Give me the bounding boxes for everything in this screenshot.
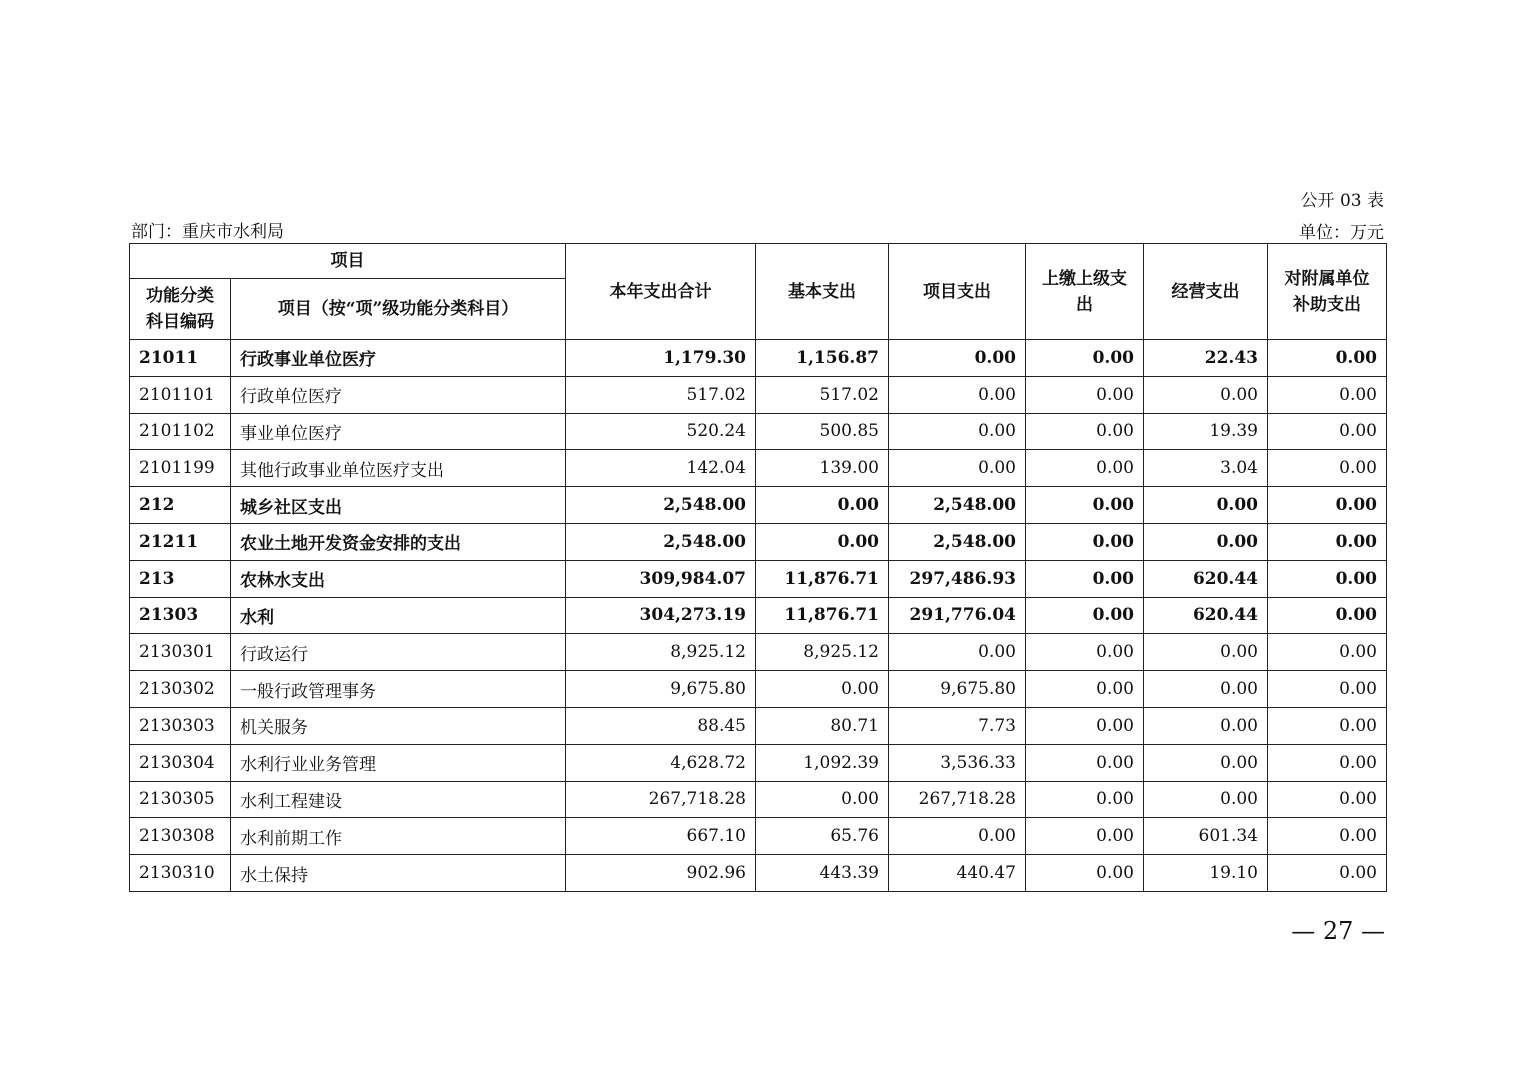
cell-name: 水利行业业务管理 [231,744,566,781]
cell-basic: 443.39 [756,855,889,892]
cell-name: 城乡社区支出 [231,487,566,524]
cell-basic: 80.71 [756,707,889,744]
cell-upper: 0.00 [1026,376,1144,413]
cell-code: 21011 [130,340,231,377]
table-row [130,523,1387,560]
cell-upper: 0.00 [1026,560,1144,597]
unit-label: 单位：万元 [1299,223,1384,243]
cell-code: 2130310 [130,855,231,892]
header-code: 功能分类科目编码 [130,279,231,340]
cell-total: 142.04 [566,450,756,487]
header-upper: 上缴上级支出 [1026,244,1144,340]
cell-code: 2130302 [130,671,231,708]
cell-name: 机关服务 [231,707,566,744]
cell-subsidy: 0.00 [1268,376,1387,413]
cell-subsidy: 0.00 [1268,560,1387,597]
cell-business: 0.00 [1144,744,1268,781]
table-row [130,560,1387,597]
cell-subsidy: 0.00 [1268,707,1387,744]
cell-project: 3,536.33 [889,744,1026,781]
cell-subsidy: 0.00 [1268,450,1387,487]
cell-project: 9,675.80 [889,671,1026,708]
cell-business: 0.00 [1144,671,1268,708]
header-basic: 基本支出 [756,244,889,340]
cell-name: 农林水支出 [231,560,566,597]
cell-project: 440.47 [889,855,1026,892]
table-row [130,597,1387,634]
cell-name: 水利工程建设 [231,781,566,818]
cell-name: 农业土地开发资金安排的支出 [231,523,566,560]
cell-subsidy: 0.00 [1268,597,1387,634]
cell-business: 22.43 [1144,340,1268,377]
cell-project: 0.00 [889,413,1026,450]
cell-name: 一般行政管理事务 [231,671,566,708]
expenditure-table [129,243,1387,892]
cell-name: 其他行政事业单位医疗支出 [231,450,566,487]
cell-project: 0.00 [889,818,1026,855]
cell-name: 水利 [231,597,566,634]
cell-code: 2130308 [130,818,231,855]
cell-code: 2130303 [130,707,231,744]
cell-name: 行政事业单位医疗 [231,340,566,377]
table-row [130,487,1387,524]
cell-basic: 1,092.39 [756,744,889,781]
header-subsidy: 对附属单位补助支出 [1268,244,1387,340]
department-label: 部门：重庆市水利局 [131,222,284,242]
cell-project: 267,718.28 [889,781,1026,818]
table-row [130,855,1387,892]
cell-name: 水利前期工作 [231,818,566,855]
table-row [130,818,1387,855]
cell-project: 7.73 [889,707,1026,744]
cell-business: 620.44 [1144,560,1268,597]
cell-name: 行政单位医疗 [231,376,566,413]
cell-subsidy: 0.00 [1268,340,1387,377]
cell-project: 291,776.04 [889,597,1026,634]
cell-basic: 500.85 [756,413,889,450]
cell-upper: 0.00 [1026,413,1144,450]
cell-basic: 0.00 [756,671,889,708]
cell-subsidy: 0.00 [1268,781,1387,818]
cell-business: 0.00 [1144,781,1268,818]
cell-total: 9,675.80 [566,671,756,708]
cell-subsidy: 0.00 [1268,855,1387,892]
cell-name: 水土保持 [231,855,566,892]
cell-total: 304,273.19 [566,597,756,634]
cell-business: 0.00 [1144,376,1268,413]
cell-business: 0.00 [1144,487,1268,524]
table-body [130,340,1387,892]
table-row [130,634,1387,671]
cell-business: 19.39 [1144,413,1268,450]
header-total: 本年支出合计 [566,244,756,340]
cell-project: 2,548.00 [889,523,1026,560]
cell-basic: 8,925.12 [756,634,889,671]
cell-upper: 0.00 [1026,818,1144,855]
cell-code: 2101101 [130,376,231,413]
cell-basic: 11,876.71 [756,597,889,634]
cell-basic: 517.02 [756,376,889,413]
cell-code: 212 [130,487,231,524]
cell-total: 2,548.00 [566,523,756,560]
cell-project: 0.00 [889,340,1026,377]
table-row [130,744,1387,781]
cell-basic: 0.00 [756,781,889,818]
cell-subsidy: 0.00 [1268,634,1387,671]
header-project: 项目支出 [889,244,1026,340]
cell-business: 620.44 [1144,597,1268,634]
cell-upper: 0.00 [1026,707,1144,744]
cell-subsidy: 0.00 [1268,413,1387,450]
cell-code: 2130301 [130,634,231,671]
cell-project: 0.00 [889,450,1026,487]
cell-basic: 1,156.87 [756,340,889,377]
cell-total: 902.96 [566,855,756,892]
cell-business: 0.00 [1144,707,1268,744]
cell-code: 2130304 [130,744,231,781]
cell-upper: 0.00 [1026,487,1144,524]
cell-code: 213 [130,560,231,597]
header-project-group: 项目 [130,244,566,279]
table-row [130,707,1387,744]
cell-project: 0.00 [889,634,1026,671]
cell-upper: 0.00 [1026,597,1144,634]
cell-upper: 0.00 [1026,450,1144,487]
cell-upper: 0.00 [1026,523,1144,560]
header-name: 项目（按“项”级功能分类科目） [231,279,566,340]
cell-code: 21211 [130,523,231,560]
cell-business: 0.00 [1144,523,1268,560]
header-business: 经营支出 [1144,244,1268,340]
table-row [130,413,1387,450]
cell-basic: 11,876.71 [756,560,889,597]
cell-subsidy: 0.00 [1268,487,1387,524]
table-row [130,376,1387,413]
cell-upper: 0.00 [1026,744,1144,781]
cell-code: 21303 [130,597,231,634]
cell-upper: 0.00 [1026,855,1144,892]
table-row [130,450,1387,487]
cell-total: 267,718.28 [566,781,756,818]
cell-business: 19.10 [1144,855,1268,892]
cell-total: 667.10 [566,818,756,855]
cell-basic: 139.00 [756,450,889,487]
form-number: 公开 03 表 [1300,191,1384,211]
cell-total: 88.45 [566,707,756,744]
cell-project: 297,486.93 [889,560,1026,597]
cell-subsidy: 0.00 [1268,818,1387,855]
cell-basic: 65.76 [756,818,889,855]
cell-name: 事业单位医疗 [231,413,566,450]
cell-total: 1,179.30 [566,340,756,377]
cell-name: 行政运行 [231,634,566,671]
cell-project: 2,548.00 [889,487,1026,524]
page-number: — 27 — [1291,917,1385,945]
cell-upper: 0.00 [1026,340,1144,377]
cell-upper: 0.00 [1026,671,1144,708]
cell-basic: 0.00 [756,487,889,524]
cell-total: 309,984.07 [566,560,756,597]
cell-project: 0.00 [889,376,1026,413]
cell-total: 4,628.72 [566,744,756,781]
cell-subsidy: 0.00 [1268,523,1387,560]
cell-subsidy: 0.00 [1268,671,1387,708]
cell-business: 0.00 [1144,634,1268,671]
table-row [130,781,1387,818]
cell-code: 2101199 [130,450,231,487]
cell-subsidy: 0.00 [1268,744,1387,781]
cell-total: 2,548.00 [566,487,756,524]
cell-total: 8,925.12 [566,634,756,671]
cell-business: 601.34 [1144,818,1268,855]
cell-code: 2101102 [130,413,231,450]
cell-basic: 0.00 [756,523,889,560]
table-row [130,340,1387,377]
cell-upper: 0.00 [1026,781,1144,818]
cell-code: 2130305 [130,781,231,818]
cell-business: 3.04 [1144,450,1268,487]
cell-upper: 0.00 [1026,634,1144,671]
cell-total: 517.02 [566,376,756,413]
table-row [130,671,1387,708]
cell-total: 520.24 [566,413,756,450]
